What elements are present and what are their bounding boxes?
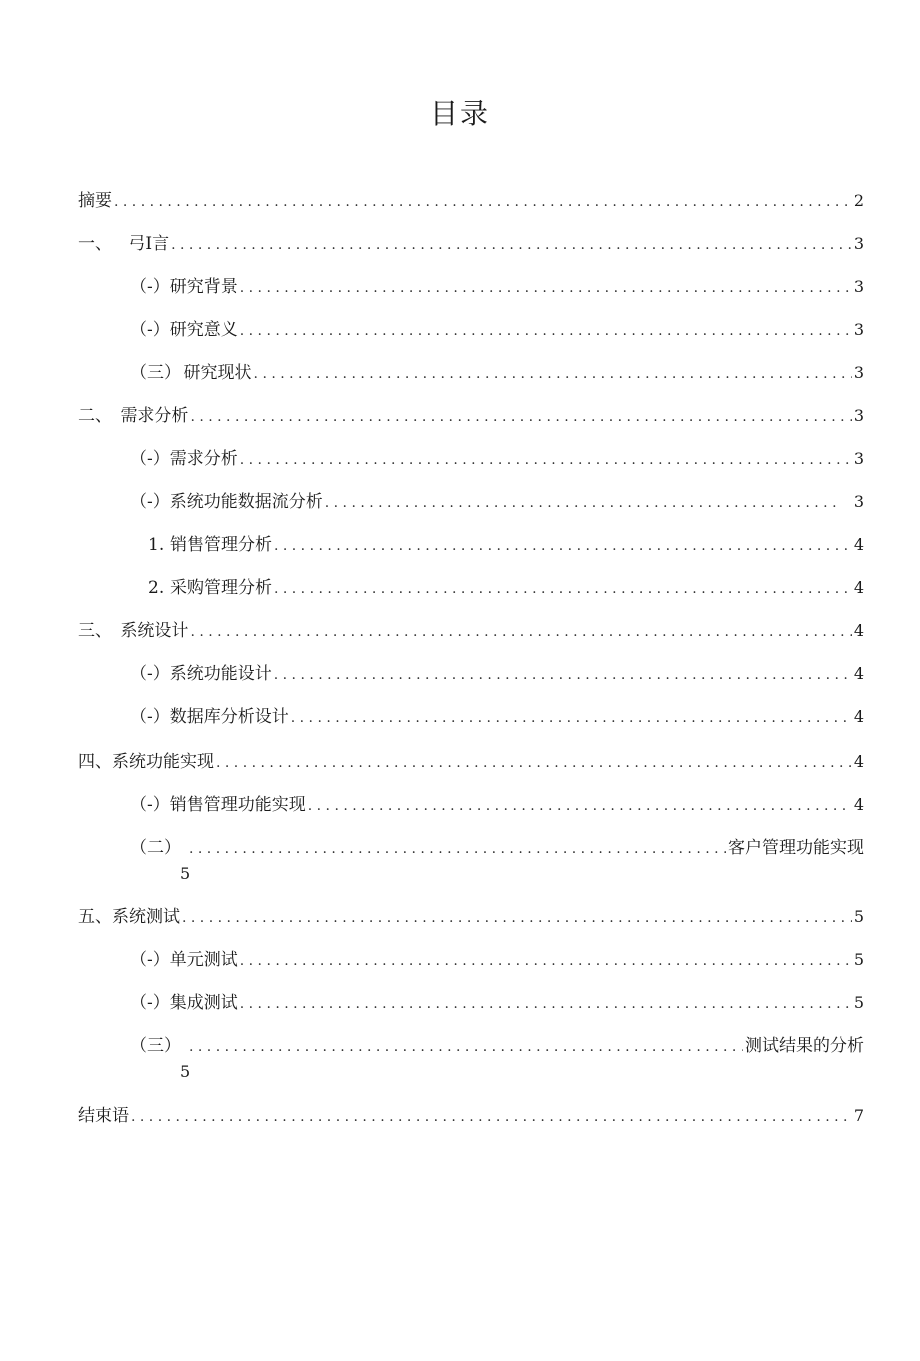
leader-dots	[171, 232, 852, 258]
toc-entry-chapter-2[interactable]	[78, 403, 864, 429]
toc-entry-label: 销售管理功能实现	[169, 795, 306, 815]
leader-dots	[274, 576, 852, 602]
toc-entry-prefix: （-）	[130, 707, 170, 727]
toc-entry-chapter-3[interactable]	[78, 618, 864, 644]
toc-entry-section-2-2[interactable]	[130, 489, 864, 515]
leader-dots	[254, 361, 852, 387]
toc-entry-chapter-4[interactable]	[78, 749, 864, 775]
toc-entry-prefix: （三）	[130, 1036, 181, 1056]
toc-entry-chapter-5[interactable]	[78, 904, 864, 930]
toc-entry-label: 客户管理功能实现	[728, 838, 864, 858]
toc-entry-section-1-2[interactable]	[130, 317, 864, 343]
toc-entry-chapter-1[interactable]	[78, 231, 864, 257]
leader-dots	[240, 948, 852, 974]
leader-dots	[114, 189, 852, 215]
toc-entry-prefix: （-）	[130, 320, 170, 340]
toc-entry-label: 系统功能设计	[169, 664, 272, 684]
toc-entry-page: 5	[180, 864, 191, 883]
leader-dots	[240, 318, 852, 344]
toc-entry-page: 7	[853, 1106, 864, 1125]
toc-title: 目录	[429, 97, 490, 130]
leader-dots	[274, 533, 852, 559]
toc-entry-prefix: （-）	[130, 492, 170, 512]
leader-dots	[240, 447, 852, 473]
toc-entry-page: 3	[853, 492, 864, 511]
toc-entry-prefix: 1.	[148, 535, 165, 555]
leader-dots	[291, 705, 852, 731]
toc-entry-label: 测试结果的分析	[745, 1036, 864, 1056]
toc-entry-page: 2	[853, 191, 864, 210]
toc-entry-page: 3	[853, 320, 864, 339]
toc-entry-label: 销售管理分析	[169, 535, 272, 555]
toc-entry-prefix: （-）	[130, 993, 170, 1013]
toc-entry-prefix: （三）	[130, 363, 181, 383]
toc-entry-prefix: 二、	[78, 406, 112, 426]
toc-entry-section-3-1[interactable]	[130, 661, 864, 687]
toc-entry-page: 4	[853, 752, 864, 771]
toc-entry-section-1-1[interactable]	[130, 274, 864, 300]
toc-entry-label: 采购管理分析	[169, 578, 272, 598]
toc-entry-page: 4	[853, 621, 864, 640]
toc-entry-prefix: 一、	[78, 234, 112, 254]
toc-entry-page: 4	[853, 535, 864, 554]
toc-entry-prefix: （二）	[130, 838, 181, 858]
toc-entry-page: 4	[853, 707, 864, 726]
leader-dots	[325, 490, 840, 516]
toc-entry-prefix: 四、	[78, 752, 112, 772]
toc-entry-page: 5	[853, 993, 864, 1012]
toc-entry-section-2-1[interactable]	[130, 446, 864, 472]
toc-entry-prefix: 2.	[148, 578, 165, 598]
toc-entry-section-5-2[interactable]	[130, 990, 864, 1016]
leader-dots	[216, 750, 852, 776]
leader-dots	[182, 905, 852, 931]
toc-entry-page: 4	[853, 578, 864, 597]
toc-entry-label: 结束语	[78, 1106, 129, 1126]
toc-entry-label: 集成测试	[169, 993, 238, 1013]
toc-entry-page: 3	[853, 449, 864, 468]
toc-entry-label: 摘要	[78, 191, 112, 211]
toc-entry-label: 弓I言	[128, 234, 170, 254]
toc-entry-label: 系统设计	[120, 621, 189, 641]
toc-entry-prefix: （-）	[130, 795, 170, 815]
toc-entry-label: 研究现状	[183, 363, 252, 383]
toc-entry-prefix: （-）	[130, 449, 170, 469]
leader-dots	[189, 836, 726, 862]
toc-entry-label: 单元测试	[169, 950, 238, 970]
toc-entry-label: 系统功能数据流分析	[169, 492, 323, 512]
toc-entry-abstract[interactable]	[78, 188, 864, 214]
toc-entry-subsection-2-2-1[interactable]	[148, 532, 864, 558]
toc-entry-label: 需求分析	[169, 449, 238, 469]
toc-entry-label: 系统测试	[112, 907, 180, 927]
toc-entry-page: 5	[180, 1062, 191, 1081]
toc-entry-section-4-2[interactable]	[130, 835, 864, 861]
leader-dots	[240, 275, 852, 301]
leader-dots	[308, 793, 852, 819]
toc-entry-label: 数据库分析设计	[169, 707, 289, 727]
toc-entry-prefix: 三、	[78, 621, 112, 641]
toc-entry-subsection-2-2-2[interactable]	[148, 575, 864, 601]
toc-entry-prefix: （-）	[130, 950, 170, 970]
toc-entry-page: 3	[853, 277, 864, 296]
leader-dots	[131, 1104, 852, 1130]
toc-entry-page: 5	[853, 907, 864, 926]
toc-entry-prefix: （-）	[130, 277, 170, 297]
leader-dots	[274, 662, 852, 688]
toc-entry-page: 5	[853, 950, 864, 969]
toc-entry-section-1-3[interactable]	[130, 360, 864, 386]
toc-entry-label: 研究意义	[169, 320, 238, 340]
leader-dots	[189, 1034, 743, 1060]
toc-entry-page: 4	[853, 664, 864, 683]
toc-entry-label: 需求分析	[120, 406, 189, 426]
toc-entry-page: 4	[853, 795, 864, 814]
toc-entry-label: 系统功能实现	[112, 752, 214, 772]
toc-entry-label: 研究背景	[169, 277, 238, 297]
toc-entry-section-5-3[interactable]	[130, 1033, 864, 1059]
toc-entry-section-3-2[interactable]	[130, 704, 864, 730]
toc-entry-page: 3	[853, 234, 864, 253]
leader-dots	[240, 991, 852, 1017]
leader-dots	[190, 619, 851, 645]
toc-entry-section-4-1[interactable]	[130, 792, 864, 818]
toc-entry-section-5-1[interactable]	[130, 947, 864, 973]
toc-entry-prefix: （-）	[130, 664, 170, 684]
leader-dots	[190, 404, 851, 430]
toc-entry-conclusion[interactable]	[78, 1103, 864, 1129]
toc-entry-page: 3	[853, 363, 864, 382]
toc-entry-prefix: 五、	[78, 907, 112, 927]
toc-entry-page: 3	[853, 406, 864, 425]
